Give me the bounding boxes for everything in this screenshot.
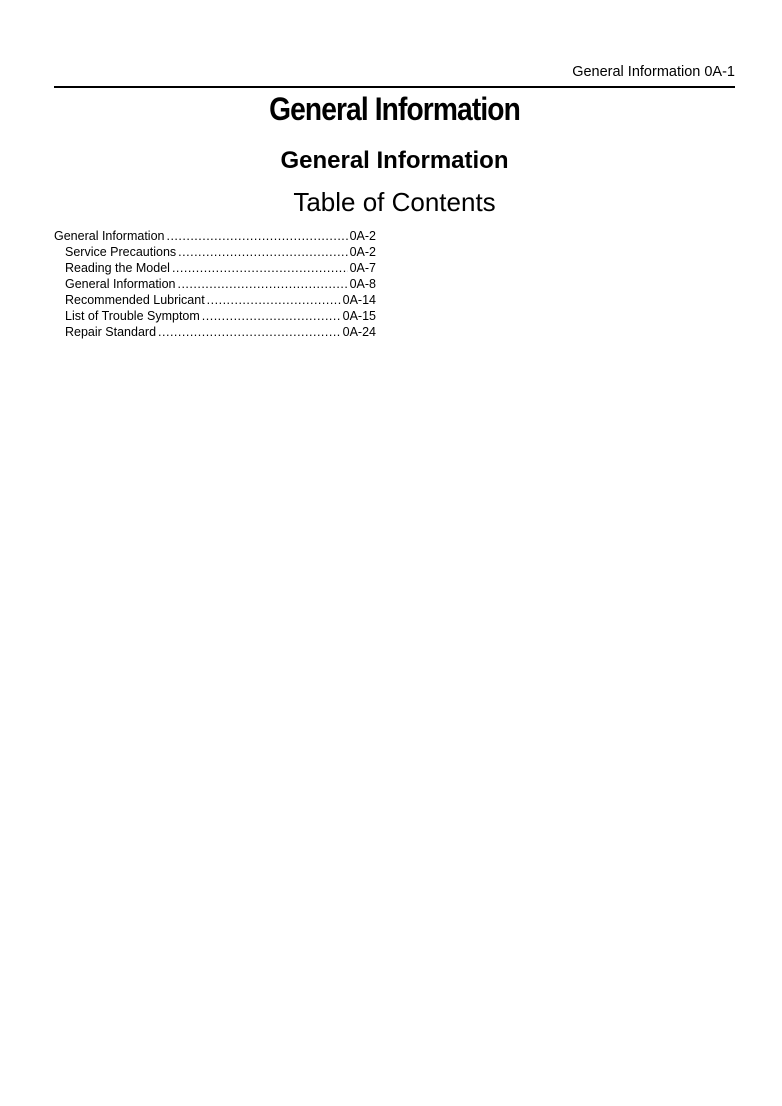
- toc-entry-recommended-lubricant[interactable]: [54, 292, 376, 308]
- toc-entry-label: Recommended Lubricant: [65, 293, 205, 307]
- toc-entry-page: 0A-8: [349, 277, 376, 291]
- toc-heading: Table of Contents: [293, 187, 496, 217]
- toc-entry-page: 0A-2: [349, 229, 376, 243]
- toc-entry-label: General Information: [65, 277, 176, 291]
- toc-entry-page: 0A-2: [349, 245, 376, 259]
- table-of-contents: [54, 228, 376, 340]
- toc-entry-service-precautions[interactable]: [54, 244, 376, 260]
- toc-dot-leader: [207, 292, 341, 308]
- toc-entry-label: Reading the Model: [65, 261, 170, 275]
- toc-entry-general-information-sub[interactable]: [54, 276, 376, 292]
- toc-entry-reading-the-model[interactable]: [54, 260, 376, 276]
- toc-dot-leader: [172, 260, 348, 276]
- running-header-title: General Information 0A-1: [572, 64, 735, 80]
- toc-entry-general-information[interactable]: [54, 228, 376, 244]
- toc-entry-label: List of Trouble Symptom: [65, 309, 200, 323]
- toc-entry-page: 0A-24: [342, 325, 376, 339]
- toc-entry-list-of-trouble-symptom[interactable]: [54, 308, 376, 324]
- toc-dot-leader: [177, 276, 347, 292]
- toc-dot-leader: [166, 228, 347, 244]
- toc-dot-leader: [158, 324, 341, 340]
- section-title: General Information: [280, 147, 509, 174]
- toc-entry-page: 0A-7: [349, 261, 376, 275]
- toc-entry-label: Service Precautions: [65, 245, 177, 259]
- chapter-title: General Information: [269, 91, 520, 127]
- toc-entry-label: Repair Standard: [65, 325, 157, 339]
- toc-entry-repair-standard[interactable]: [54, 324, 376, 340]
- toc-dot-leader: [178, 244, 347, 260]
- toc-dot-leader: [202, 308, 341, 324]
- toc-entry-page: 0A-15: [342, 309, 376, 323]
- page-header: [54, 62, 735, 88]
- toc-entry-label: General Information: [54, 229, 165, 243]
- toc-entry-page: 0A-14: [342, 293, 376, 307]
